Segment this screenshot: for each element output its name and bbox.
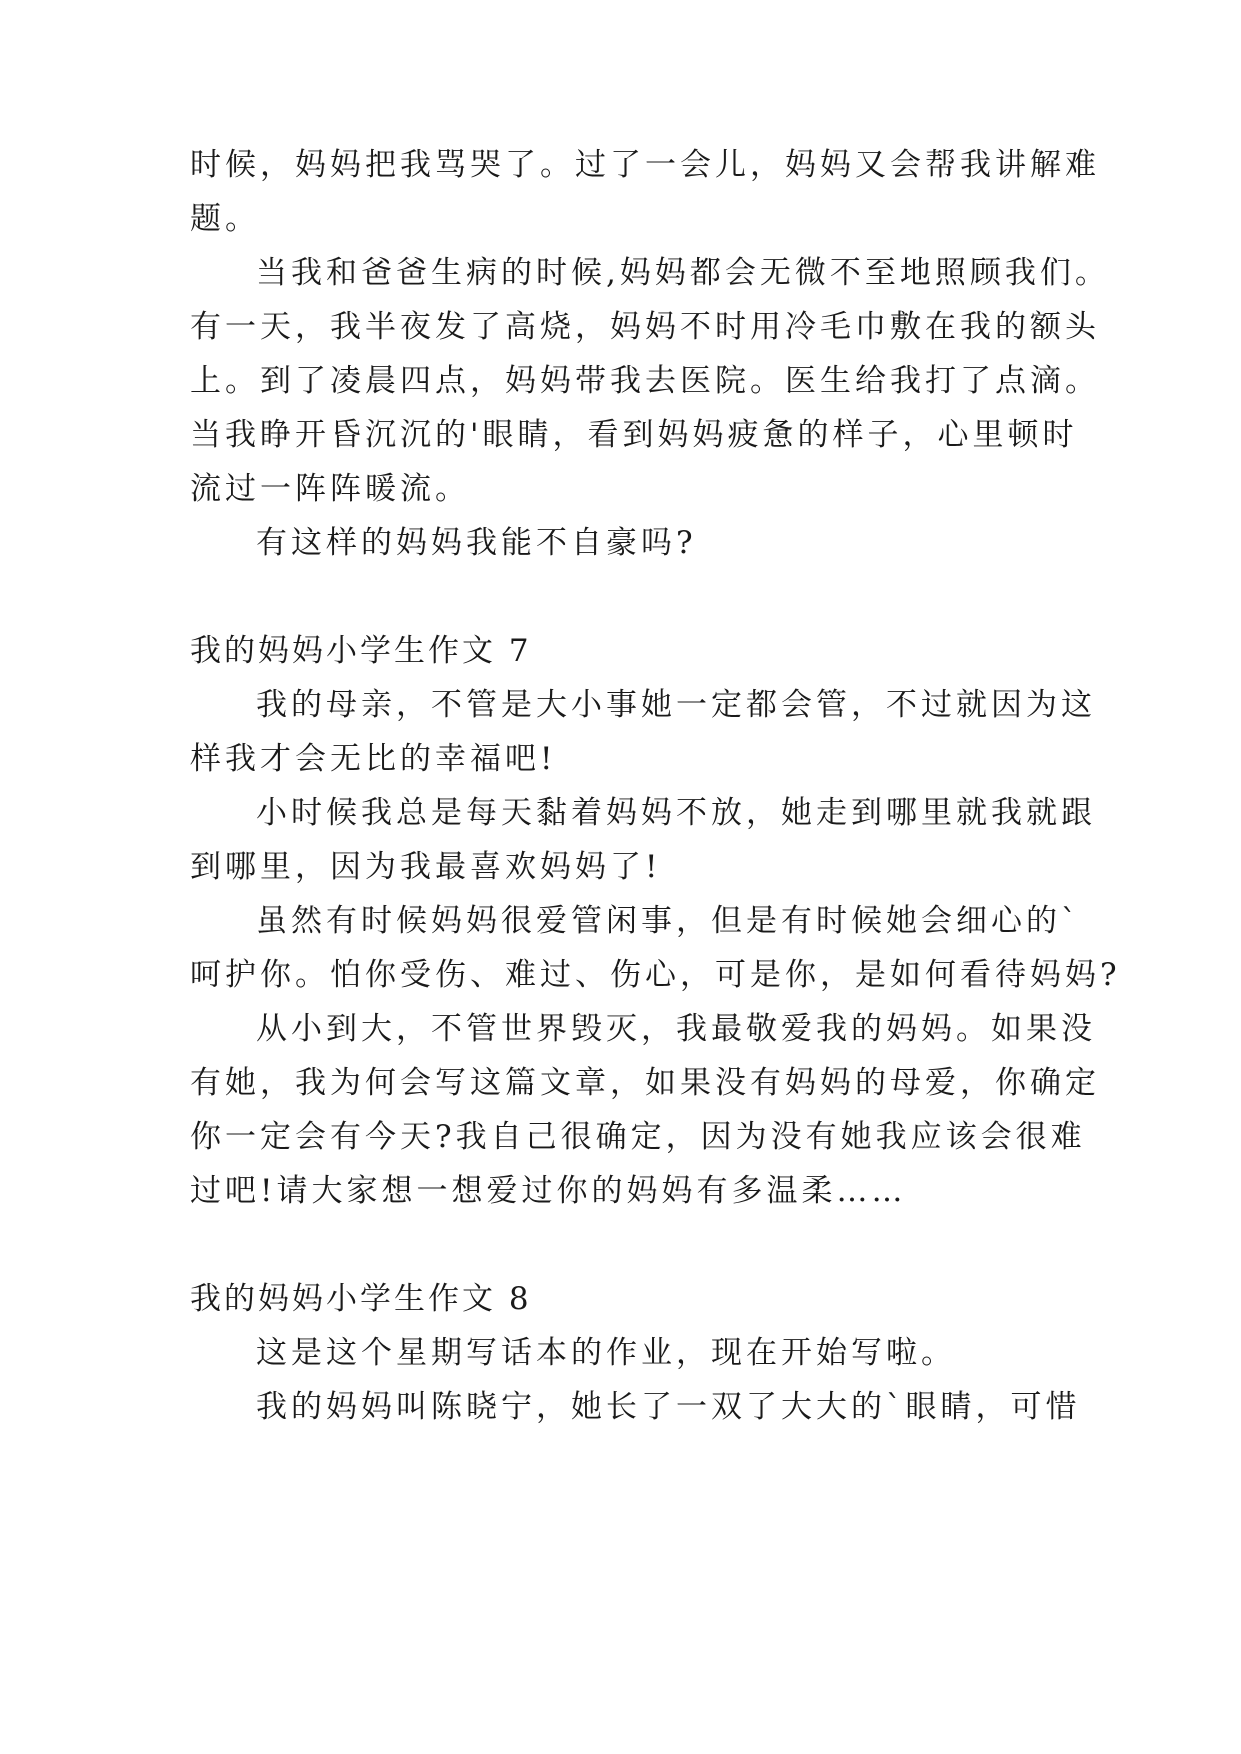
essay-title: 我的妈妈小学生作文 7	[190, 633, 532, 669]
text-line: 到哪里，因为我最喜欢妈妈了!	[190, 849, 662, 885]
text-line: 呵护你。怕你受伤、难过、伤心，可是你，是如何看待妈妈?	[190, 957, 1121, 993]
text-line: 题。	[190, 201, 260, 237]
paragraph-line: 我的母亲，不管是大小事她一定都会管，不过就因为这	[256, 687, 1096, 723]
paragraph-line: 从小到大，不管世界毁灭，我最敬爱我的妈妈。如果没	[256, 1011, 1096, 1047]
paragraph-line: 有这样的妈妈我能不自豪吗?	[256, 525, 697, 561]
text-line: 样我才会无比的幸福吧!	[190, 741, 557, 777]
paragraph-line: 我的妈妈叫陈晓宁，她长了一双了大大的`眼睛，可惜	[256, 1389, 1081, 1425]
essay-title: 我的妈妈小学生作文 8	[190, 1281, 532, 1317]
paragraph-line: 这是这个星期写话本的作业，现在开始写啦。	[256, 1335, 956, 1371]
paragraph-line: 小时候我总是每天黏着妈妈不放，她走到哪里就我就跟	[256, 795, 1096, 831]
text-line: 上。到了凌晨四点，妈妈带我去医院。医生给我打了点滴。	[190, 363, 1100, 399]
text-line: 你一定会有今天?我自己很确定，因为没有她我应该会很难	[190, 1119, 1086, 1155]
paragraph-line: 当我和爸爸生病的时候,妈妈都会无微不至地照顾我们。	[256, 255, 1110, 291]
text-line: 有一天，我半夜发了高烧，妈妈不时用冷毛巾敷在我的额头	[190, 309, 1100, 345]
text-line: 过吧!请大家想一想爱过你的妈妈有多温柔……	[190, 1173, 907, 1209]
text-line: 流过一阵阵暖流。	[190, 471, 470, 507]
text-line: 有她，我为何会写这篇文章，如果没有妈妈的母爱，你确定	[190, 1065, 1100, 1101]
text-line: 当我睁开昏沉沉的'眼睛，看到妈妈疲惫的样子，心里顿时	[190, 417, 1078, 453]
paragraph-line: 虽然有时候妈妈很爱管闲事，但是有时候她会细心的`	[256, 903, 1081, 939]
text-line: 时候，妈妈把我骂哭了。过了一会儿，妈妈又会帮我讲解难	[190, 147, 1100, 183]
